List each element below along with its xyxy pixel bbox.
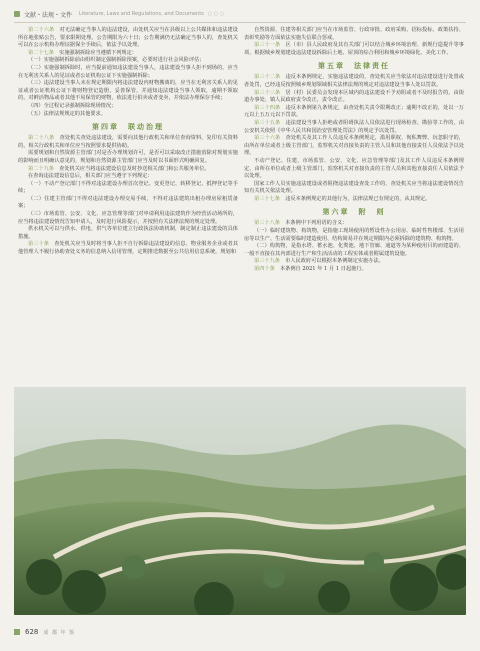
chapter-heading: 第四章 联动治理: [92, 122, 164, 132]
chapter-heading: 第五章 法律责任: [318, 61, 390, 71]
article-paragraph: [18, 150, 238, 165]
journal-name: 成 都 年 鉴: [43, 629, 76, 636]
article-paragraph: [244, 266, 464, 274]
article-text: 需要规划和自然资源主管部门对是否办理规划许可，是否可以采取改正措施消除对规划实施的影响而且明确认意见的，规划和自然资源主管部门应当及时以书面形式明确回复。: [18, 150, 238, 164]
landscape-photo-illustration: [14, 387, 466, 615]
article-number: 第二十八条: [28, 135, 55, 142]
article-paragraph: [244, 196, 464, 204]
article-text: 区（市）县人民政府及其有关部门可以结合城乡环境治理、新规行造提升等事项，根据城乡规划建设违法建设拆除后土地、屋顶的综合利用和城乡环境绿化、美化工作。: [244, 42, 464, 56]
article-number: 第三十条: [28, 241, 50, 248]
article-number: 第二十九条: [28, 165, 54, 172]
article-paragraph: [244, 135, 464, 158]
article-paragraph: [244, 220, 464, 228]
article-text: （一）临时建筑物、构筑物，是指施工现场使用的暂设性办公用房、临时性售楼部、生活用房等以生产、生活需要临时建造使用、结构简易并在规定期限内必须拆除的建筑物、构筑物。: [244, 228, 464, 242]
article-number: 第三十三条: [254, 89, 281, 96]
section-marker-icon: [14, 11, 20, 17]
article-text: 市人民政府可以根据本条例制定实施办法。: [285, 258, 384, 265]
article-paragraph: [244, 90, 464, 105]
article-paragraph: [18, 196, 238, 211]
article-paragraph: [18, 80, 238, 103]
article-paragraph: [18, 173, 238, 181]
article-paragraph: [18, 211, 238, 226]
article-paragraph: [244, 120, 464, 135]
right-column: [244, 27, 464, 274]
page-footer: [14, 626, 75, 638]
article-paragraph: [244, 158, 464, 181]
article-text: （五）法律法规规定的其他要求。: [28, 110, 106, 117]
article-text: 国家工作人员实施违法建设或者阻挠违法建设查处工作的，查处机关应当将违法建设情况告知有关机关依法处理。: [244, 180, 464, 195]
article-number: 第三十一条: [254, 42, 281, 49]
article-text: 对无法确定当事人的违法建设，由处机关应当在县级以上公共媒体和违法建设所在地张贴公告，要求限期处理。公告期限为六十日；公告期满仍无法确定当事人的，查处机关可以在公示机构办理证据保全手续后，依法予以处理。: [18, 27, 238, 49]
page-number: 628: [25, 628, 39, 636]
article-number: 第三十九条: [254, 258, 280, 265]
article-paragraph: [18, 241, 238, 256]
article-paragraph: [244, 228, 464, 243]
article-text: （三）市场监管、公安、文化、应急管理等部门对申请利用违法建筑作为经营活动场所的，应当将违法建设情况告知申请人，及时进行风险提示，并按照有关法律法规的规定处理。: [18, 211, 238, 225]
article-text: 供水机关可以与供水、供电、供气等单位建立行政执法协助机制，制定制止违法建设的具体措施。: [18, 226, 238, 240]
article-paragraph: [18, 181, 238, 196]
article-paragraph: [18, 103, 238, 111]
article-number: 第三十六条: [254, 135, 281, 142]
article-text: 查处机关及其工作人员违反本条例规定，滥用职权、徇私舞弊、玩忽职守的，由所在单位或者上级主管部门，监察机关对直接负责的主管人员和其他直接责任人员依法予以处理。: [244, 135, 464, 157]
article-number: 第四十条: [254, 266, 275, 273]
article-paragraph: [244, 181, 464, 196]
article-text: 居（村）民委员会发现本区域内的违法建设不予劝阻或者不及时报告的，由街道办事处、镇人民政府责令改正，责令改正。: [244, 89, 464, 104]
footer-marker-icon: [14, 629, 20, 635]
article-paragraph: [244, 105, 464, 120]
article-paragraph: [244, 258, 464, 266]
article-text: （四）全过程记录强制拆除现场情况；: [28, 102, 117, 109]
article-text: （三）违法建设当事人未在规定期限内将违法建设内财物搬离的，应当在无利害关系人的见证或者公证机构公证下将财物登记造册，妥善保管，并通知违法建设当事人领取，逾期不领取的，对鲜活物品或者其他不易保管的财物，依法进行拍卖或者变卖，并依法办理保存手续；: [18, 80, 238, 102]
article-paragraph: [18, 27, 238, 50]
header-rule: [14, 22, 466, 23]
article-text: 本条例自 2021 年 1 月 1 日起施行。: [279, 266, 367, 273]
article-paragraph: [18, 226, 238, 241]
article-paragraph: [244, 42, 464, 57]
article-text: 违法建设当事人拒绝或者阻碍执法人员依法进行现场检查、勘验等工作的，由公安机关依照《中华人民共和国治安管理处罚法》的规定予以处罚。: [244, 119, 464, 134]
landscape-photo: [14, 387, 466, 615]
article-number: 第三十八条: [254, 220, 280, 227]
article-text: 自然资源、住建等相关部门应当在市场监管、行政审批、政府采购、招标投标、政策扶持、表彰奖励等方面依法实施失信联合惩戒。: [244, 27, 464, 41]
running-header: [14, 8, 466, 20]
section-subtitle: Literature, Laws and Regulations, and Documents: [79, 11, 204, 17]
article-number: 第三十四条: [254, 104, 281, 111]
article-text: 不动产登记、住建、市场监管、公安、文化、应急管理等部门及其工作人员违反本条例规定，由所在单位或者上级主管部门，监察机关对直接负责的主管人员和其他直接责任人员依法予以处理。: [244, 157, 464, 180]
article-paragraph: [18, 166, 238, 174]
left-column: [18, 27, 238, 257]
article-paragraph: [244, 74, 464, 89]
article-paragraph: [18, 135, 238, 150]
article-paragraph: [18, 65, 238, 80]
article-paragraph: [18, 57, 238, 65]
article-text: 违反本条例规定的其他行为，法律法规已有规定的，从其规定。: [285, 195, 431, 202]
article-paragraph: [244, 243, 464, 258]
article-text: 违反本条例规定，实施违法建设的，查处机关应当依法对违法建设进行处置或者处罚，已经违反按照城乡规划领域相关法律法规的规定对违法建设当事人处以罚款。: [244, 74, 464, 88]
article-paragraph: [244, 27, 464, 42]
article-text: 实施强制拆除应当遵循下列规定：: [59, 49, 137, 56]
article-number: 第三十二条: [254, 74, 281, 81]
article-number: 第三十五条: [254, 119, 281, 126]
article-text: （二）构筑物，是指水塔、蓄水池、化粪池、地下管廊、通道等为某种使用目的而建造的、一般不直接在其内部进行生产和生活活动的工程实体或者附属建筑设施。: [244, 243, 464, 257]
article-text: （二）住建主管部门不得对违法建设办理交易手续，不得对违法建筑出租办理房屋租赁备案；: [18, 195, 238, 210]
article-text: 查处机关查处违法建设，需要向其他行政机关和单位查询资料，复印有关资料的，相关行政机关和单位应当按照要求提供协助。: [18, 135, 238, 149]
article-text: 本条例中下列用语的含义：: [285, 220, 348, 227]
section-title: 文献・法规・文件: [24, 11, 73, 19]
article-text: （一）不动产登记部门不得对违法建设办理首次登记、变更登记、转移登记、抵押登记等手续；: [18, 180, 238, 195]
article-text: 查处机关应当将违法建设信息及时抄送相关部门和公共服务单位。: [59, 165, 210, 172]
article-text: 在查询违法建设信息后，相关部门应当遵守下列规定：: [28, 173, 153, 180]
chapter-heading: 第六章 附 则: [322, 207, 386, 217]
article-text: （一）实施强制拆除前由组织制定强制拆除预案，必要时进行社会风险评估；: [28, 57, 205, 64]
article-number: 第二十七条: [28, 49, 54, 56]
article-text: （二）实施强制拆除时，应当提前通知违法建设当事人，违法建设当事人拒不到场的，应当在无利害关系人的见证或者公证机构公证下实施强制拆除；: [18, 64, 238, 79]
header-dots: ○ ○ ○: [207, 11, 225, 17]
article-paragraph: [18, 111, 238, 119]
article-text: 违反本条例第九条规定，由查处机关责令限期改正；逾期不改正的，处以一万元以上五万元以下罚款。: [244, 104, 464, 119]
article-text: 查处机关应当及时将当事人拒不自行拆除违法建设的信息、物业服务企业或者其他管理人不履行协助查处义务的信息纳入信用管理，定期推送数据至公共信用信息系统，规划和: [18, 241, 238, 256]
article-number: 第二十六条: [28, 27, 55, 33]
article-number: 第三十七条: [254, 195, 280, 202]
